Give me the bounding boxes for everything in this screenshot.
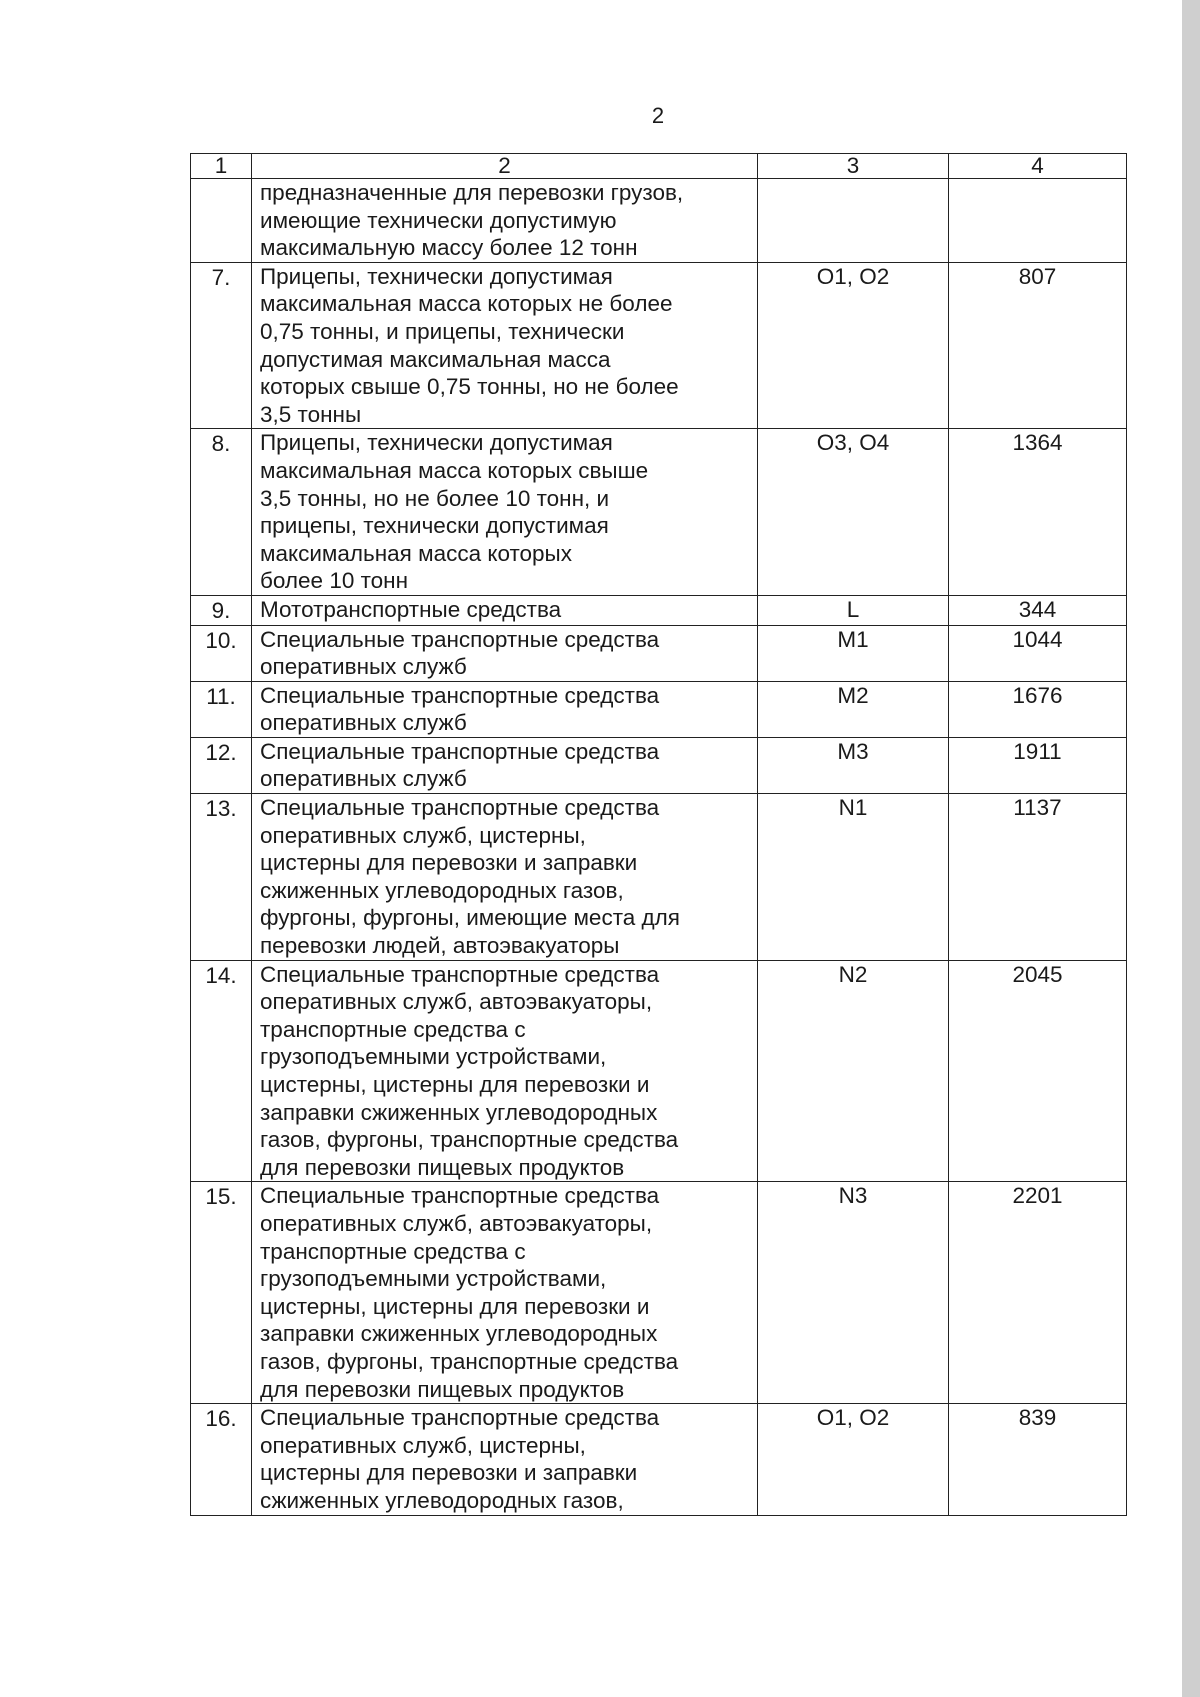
- row-category: [758, 179, 949, 263]
- table-row: [191, 429, 1127, 596]
- description-line: предназначенные для перевозки грузов,: [260, 180, 684, 205]
- row-number: 10.: [191, 625, 252, 681]
- description-line: цистерны, цистерны для перевозки и: [260, 1293, 650, 1319]
- row-number: [191, 179, 252, 263]
- row-category: O1, O2: [758, 1404, 949, 1515]
- description-line: максимальная масса которых не более: [260, 291, 673, 317]
- row-value: 807: [949, 262, 1127, 429]
- row-value: 1676: [949, 681, 1127, 737]
- row-value: 2045: [949, 960, 1127, 1182]
- table-row: [191, 1404, 1127, 1515]
- description-line: более 10 тонн: [260, 568, 409, 594]
- row-number: 14.: [191, 960, 252, 1182]
- description-line: грузоподъемными устройствами,: [260, 1044, 607, 1070]
- description-line: газов, фургоны, транспортные средства: [260, 1348, 679, 1374]
- table-row: [191, 179, 1127, 263]
- header-col-3: 3: [758, 154, 949, 179]
- description-line: транспортные средства с: [260, 1238, 526, 1264]
- description-line: которых свыше 0,75 тонны, но не более: [260, 374, 679, 400]
- description-line: Специальные транспортные средства: [260, 738, 660, 764]
- row-value: 1044: [949, 625, 1127, 681]
- row-category: N1: [758, 794, 949, 961]
- row-description: [252, 429, 758, 596]
- description-line: Специальные транспортные средства: [260, 1405, 660, 1431]
- row-description: [252, 179, 758, 263]
- row-category: L: [758, 595, 949, 625]
- description-line: газов, фургоны, транспортные средства: [260, 1127, 679, 1153]
- description-line: оперативных служб, автоэвакуаторы,: [260, 1210, 653, 1236]
- row-description: [252, 960, 758, 1182]
- row-value: 2201: [949, 1182, 1127, 1404]
- description-line: Специальные транспортные средства: [260, 795, 660, 821]
- row-category: N2: [758, 960, 949, 1182]
- description-line: транспортные средства с: [260, 1016, 526, 1042]
- row-category: O3, O4: [758, 429, 949, 596]
- description-line: максимальная масса которых свыше: [260, 457, 649, 483]
- description-line: допустимая максимальная масса: [260, 346, 611, 372]
- description-line: сжиженных углеводородных газов,: [260, 877, 624, 903]
- table-row: [191, 595, 1127, 625]
- description-line: оперативных служб: [260, 766, 467, 792]
- description-line: грузоподъемными устройствами,: [260, 1266, 607, 1292]
- row-category: M3: [758, 737, 949, 793]
- description-line: цистерны для перевозки и заправки: [260, 1460, 638, 1486]
- row-category: O1, O2: [758, 262, 949, 429]
- row-description: [252, 625, 758, 681]
- header-col-1: 1: [191, 154, 252, 179]
- description-line: Специальные транспортные средства: [260, 961, 660, 987]
- row-value: 1137: [949, 794, 1127, 961]
- description-line: Специальные транспортные средства: [260, 626, 660, 652]
- description-line: заправки сжиженных углеводородных: [260, 1321, 658, 1347]
- description-line: для перевозки пищевых продуктов: [260, 1376, 625, 1402]
- description-line: Специальные транспортные средства: [260, 682, 660, 708]
- table-row: [191, 1182, 1127, 1404]
- header-col-4: 4: [949, 154, 1127, 179]
- row-value: 1911: [949, 737, 1127, 793]
- row-value: 839: [949, 1404, 1127, 1515]
- description-line: Прицепы, технически допустимая: [260, 263, 613, 289]
- row-number: 9.: [191, 595, 252, 625]
- description-line: максимальную массу более 12 тонн: [260, 235, 638, 261]
- description-line: оперативных служб, автоэвакуаторы,: [260, 989, 653, 1015]
- description-line: 0,75 тонны, и прицепы, технически: [260, 318, 625, 344]
- row-category: M2: [758, 681, 949, 737]
- row-value: 344: [949, 595, 1127, 625]
- row-number: 13.: [191, 794, 252, 961]
- row-description: [252, 794, 758, 961]
- description-line: Прицепы, технически допустимая: [260, 430, 613, 456]
- row-description: [252, 1182, 758, 1404]
- description-line: оперативных служб, цистерны,: [260, 822, 586, 848]
- description-line: перевозки людей, автоэвакуаторы: [260, 933, 620, 959]
- row-description: [252, 262, 758, 429]
- row-description: [252, 1404, 758, 1515]
- description-line: оперативных служб: [260, 710, 467, 736]
- header-col-2: 2: [252, 154, 758, 179]
- description-line: прицепы, технически допустимая: [260, 513, 609, 539]
- page-number: 2: [651, 103, 665, 128]
- tariff-table: [190, 153, 1127, 1516]
- row-description: [252, 595, 758, 625]
- table-row: [191, 737, 1127, 793]
- row-number: 12.: [191, 737, 252, 793]
- description-line: для перевозки пищевых продуктов: [260, 1154, 625, 1180]
- scan-edge-strip: [1182, 0, 1200, 1697]
- table-header-row: [191, 154, 1127, 179]
- row-category: N3: [758, 1182, 949, 1404]
- row-number: 8.: [191, 429, 252, 596]
- description-line: оперативных служб: [260, 654, 467, 680]
- description-line: Специальные транспортные средства: [260, 1183, 660, 1209]
- row-number: 7.: [191, 262, 252, 429]
- table-row: [191, 262, 1127, 429]
- description-line: заправки сжиженных углеводородных: [260, 1099, 658, 1125]
- row-description: [252, 737, 758, 793]
- description-line: цистерны для перевозки и заправки: [260, 850, 638, 876]
- description-line: сжиженных углеводородных газов,: [260, 1487, 624, 1513]
- description-line: цистерны, цистерны для перевозки и: [260, 1072, 650, 1097]
- description-line: оперативных служб, цистерны,: [260, 1432, 586, 1458]
- description-line: 3,5 тонны, но не более 10 тонн, и: [260, 485, 610, 511]
- description-line: Мототранспортные средства: [260, 596, 562, 622]
- row-description: [252, 681, 758, 737]
- description-line: фургоны, фургоны, имеющие места для: [260, 905, 680, 931]
- row-value: [949, 179, 1127, 263]
- description-line: максимальная масса которых: [260, 540, 572, 566]
- description-line: имеющие технически допустимую: [260, 207, 617, 233]
- row-category: M1: [758, 625, 949, 681]
- description-line: 3,5 тонны: [260, 401, 362, 427]
- table-row: [191, 794, 1127, 961]
- row-number: 11.: [191, 681, 252, 737]
- table-row: [191, 960, 1127, 1182]
- table-row: [191, 625, 1127, 681]
- row-value: 1364: [949, 429, 1127, 596]
- row-number: 15.: [191, 1182, 252, 1404]
- table-row: [191, 681, 1127, 737]
- row-number: 16.: [191, 1404, 252, 1515]
- table-body: [191, 154, 1127, 1516]
